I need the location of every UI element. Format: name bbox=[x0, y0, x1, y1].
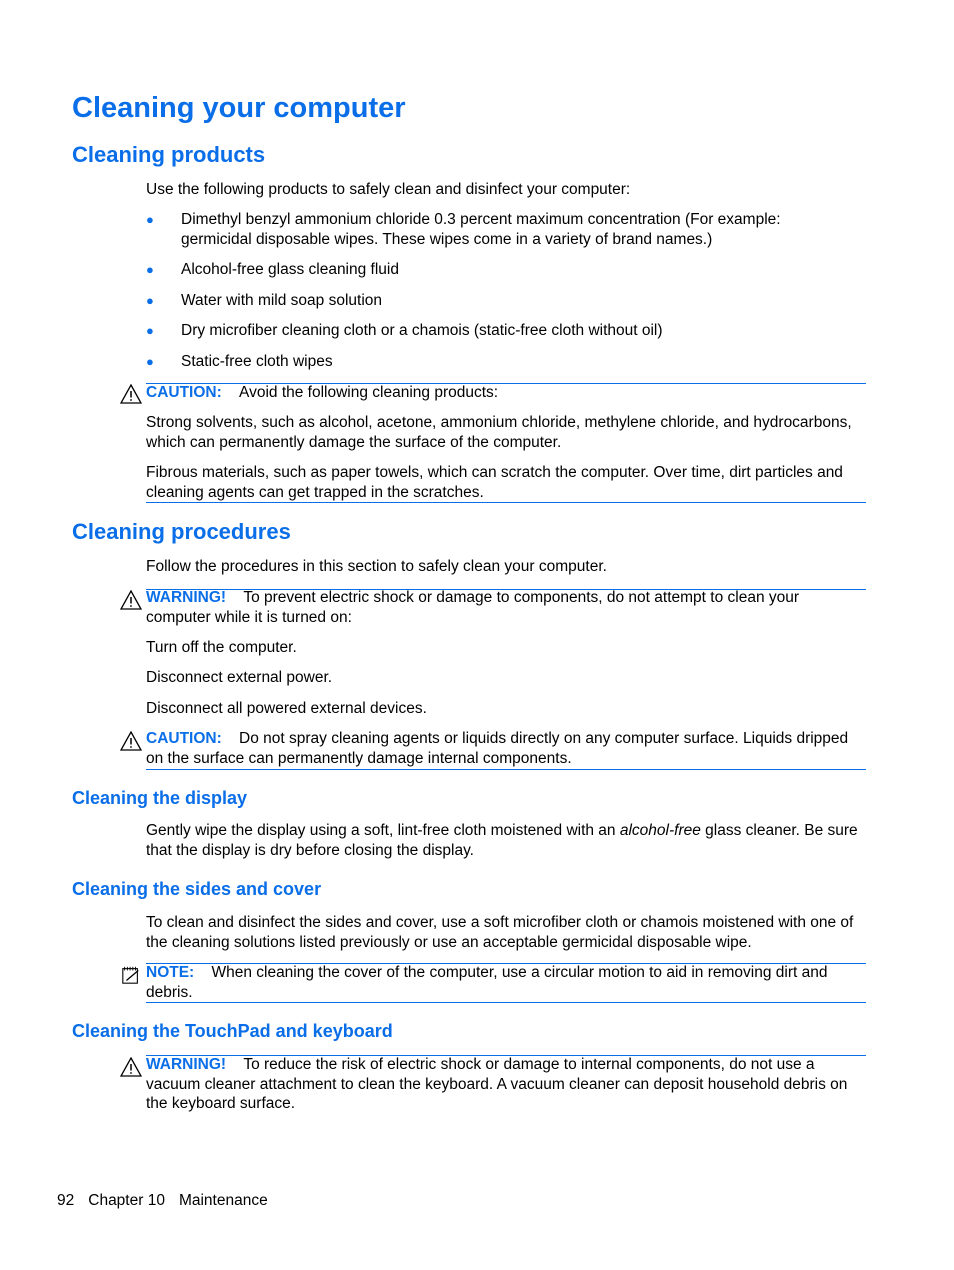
warning-step: Disconnect external power. bbox=[146, 669, 333, 686]
caution-line: CAUTION: Avoid the following cleaning products: bbox=[146, 384, 499, 401]
display-text: Gently wipe the display using a soft, lint-free cloth moistened with an alcohol-free glass cleaner. Be sure that the display is dry before closing the display. bbox=[146, 822, 858, 859]
caution-paragraph: Fibrous materials, such as paper towels, which can scratch the computer. Over time, dirt particles and cleaning agents can get trapped in the scratches. bbox=[146, 464, 843, 501]
page-title: Cleaning your computer bbox=[72, 92, 406, 124]
heading-cleaning-touchpad: Cleaning the TouchPad and keyboard bbox=[72, 1021, 393, 1041]
page-footer bbox=[57, 1191, 282, 1211]
sides-text: To clean and disinfect the sides and cover, use a soft microfiber cloth or chamois moistened with one of the cleaning solutions listed previously or use an acceptable germicidal disposable wipe. bbox=[146, 914, 854, 951]
bullet-icon: ● bbox=[146, 293, 154, 308]
warning-step: Disconnect all powered external devices. bbox=[146, 700, 427, 717]
bullet-icon: ● bbox=[146, 262, 154, 277]
chapter-label: Chapter 10 bbox=[88, 1192, 165, 1209]
products-intro: Use the following products to safely clean and disinfect your computer: bbox=[146, 181, 631, 198]
warning-line: WARNING! To reduce the risk of electric shock or damage to internal components, do not use a vacuum cleaner attachment to clean the keyboard. A vacuum cleaner can deposit household debris on the keyboard surface. bbox=[146, 1056, 848, 1112]
note-label: NOTE: bbox=[146, 964, 195, 981]
warning-triangle-icon bbox=[120, 731, 142, 751]
note-pad-icon bbox=[120, 965, 142, 985]
warning-label: WARNING! bbox=[146, 1056, 227, 1073]
warning-label: WARNING! bbox=[146, 589, 227, 606]
bullet-icon: ● bbox=[146, 354, 154, 369]
warning-step: Turn off the computer. bbox=[146, 639, 297, 656]
caution-line: CAUTION: Do not spray cleaning agents or liquids directly on any computer surface. Liquids dripped on the surface can permanently damage internal components. bbox=[146, 730, 849, 767]
caution-paragraph: Strong solvents, such as alcohol, acetone, ammonium chloride, methylene chloride, and hydrocarbons, which can permanently damage the surface of the computer. bbox=[146, 414, 852, 451]
heading-cleaning-sides: Cleaning the sides and cover bbox=[72, 879, 322, 899]
heading-cleaning-procedures: Cleaning procedures bbox=[72, 519, 291, 544]
warning-triangle-icon bbox=[120, 590, 142, 610]
heading-cleaning-products: Cleaning products bbox=[72, 142, 266, 167]
warning-triangle-icon bbox=[120, 1057, 142, 1077]
caution-rule bbox=[146, 769, 866, 770]
section-label: Maintenance bbox=[178, 1192, 268, 1209]
bullet-icon: ● bbox=[146, 323, 154, 338]
caution-label: CAUTION: bbox=[146, 730, 222, 747]
manual-page: Cleaning your computer Cleaning products Use the following products to safely clean and disinfect your computer: ● Dimethyl benzyl ammonium chloride 0.3 percent maximum concentration (For example: germicidal disposable wipes. These wipes come in a variety of brand names.) ● Alcohol-free glass cleaning fluid ● Water with mild soap solution ● Dry microfiber cleaning cloth or a chamois (static-free cloth without oil) ● Static-free cloth wipes CAUTION: Avoid the following cleaning products: Strong solvents, such as alcohol, acetone, ammonium chloride, methylene chloride, and hydrocarbons, which can permanently damage the surface of the computer. Fibrous materials, such as paper towels, which can scratch the computer. Over time, dirt particles and cleaning agents can get trapped in the scratches. Cleaning procedures Follow the procedures in this section to safely clean your computer. WARNING! To prevent electric shock or damage to components, do not attempt to clean your computer while it is turned on: Turn off the computer. Disconnect external power. Disconnect all powered external devices. CAUTION: Do not spray cleaning agents or liquids directly on any computer surface. Liquids dripped on the surface can permanently damage internal components. Cleaning the display Gently wipe the display using a soft, lint-free cloth moistened with an alcohol-free glass cleaner. Be sure that the display is dry before closing the display. Cleaning the sides and cover To clean and disinfect the sides and cover, use a soft microfiber cloth or chamois moistened with one of the cleaning solutions listed previously or use an acceptable germicidal disposable wipe. NOTE: When cleaning the cover of the computer, use a circular motion to aid in removing dirt and debris. Cleaning the TouchPad and keyboard WARNING! To reduce the risk of electric shock or damage to internal components, do not use a vacuum cleaner attachment to clean the keyboard. A vacuum cleaner can deposit household debris on the keyboard surface. 92 Chapter 10 Maintenance bbox=[0, 0, 954, 1270]
warning-triangle-icon bbox=[120, 384, 142, 404]
heading-cleaning-display: Cleaning the display bbox=[72, 788, 248, 808]
procedures-intro: Follow the procedures in this section to safely clean your computer. bbox=[146, 558, 607, 575]
note-line: NOTE: When cleaning the cover of the computer, use a circular motion to aid in removing dirt and debris. bbox=[146, 964, 828, 1001]
page-number: 92 bbox=[57, 1192, 75, 1209]
bullet-icon: ● bbox=[146, 212, 154, 227]
caution-label: CAUTION: bbox=[146, 384, 222, 401]
warning-line: WARNING! To prevent electric shock or damage to components, do not attempt to clean your computer while it is turned on: bbox=[146, 589, 800, 626]
